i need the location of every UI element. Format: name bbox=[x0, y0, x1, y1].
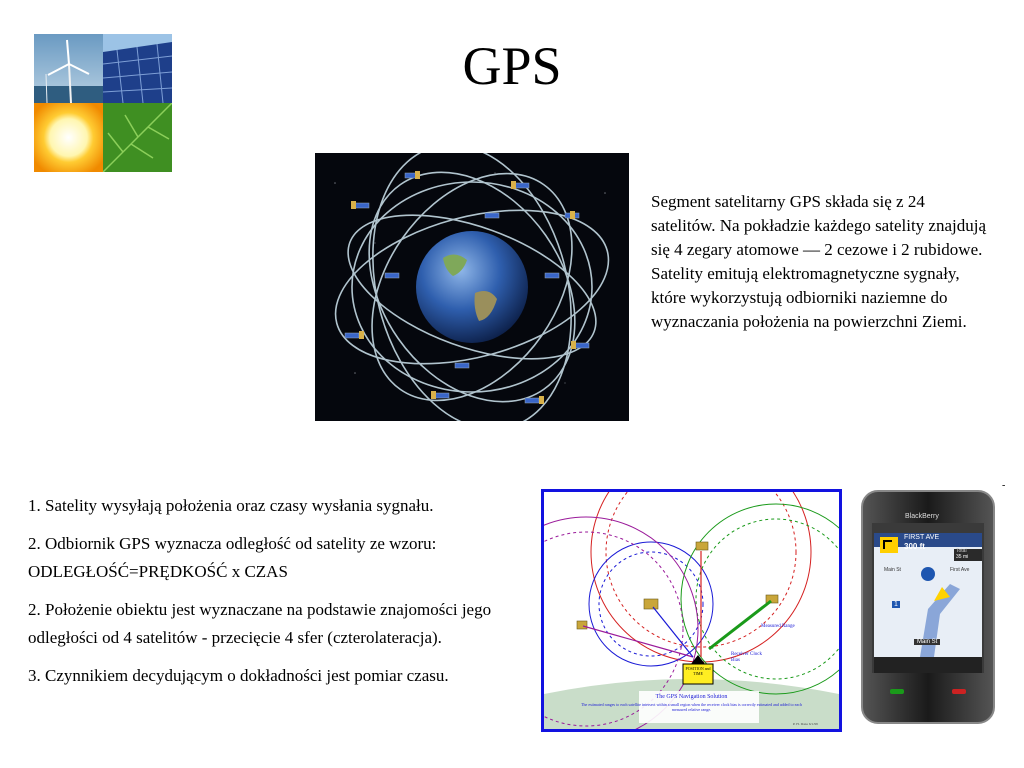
logo-sun-icon bbox=[34, 103, 103, 172]
phone-highway-number: 1 bbox=[894, 601, 898, 608]
phone-distance: 300 ft bbox=[904, 542, 925, 551]
measured-range-label: Measured Range bbox=[761, 624, 795, 629]
logo-leaf-icon bbox=[103, 103, 172, 172]
diagram-credit: P. H. Dana 6/1/98 bbox=[793, 722, 818, 726]
receiver-clock-bias-label: Receiver Clock Bias bbox=[731, 652, 762, 663]
step-4: 3. Czynnikiem decydującym o dokładności jest pomiar czasu. bbox=[28, 666, 449, 685]
step-2 bbox=[28, 530, 528, 586]
phone-turn-distance: 35 mi bbox=[956, 554, 969, 560]
phone-side-street-2: First Ave bbox=[950, 567, 970, 573]
phone-side-street-1: Main St bbox=[884, 567, 901, 573]
phone-brand: BlackBerry bbox=[905, 513, 939, 520]
trailing-mark: - bbox=[1002, 480, 1006, 491]
slide-title: GPS bbox=[462, 36, 562, 96]
diagram-caption-text: The estimated ranges to each satellite intersect within a small region when the receiver clock bias is correctly estimated and added to each measured relative range. bbox=[581, 702, 802, 712]
receiver-box-label: POSITION and TIME bbox=[685, 666, 711, 676]
phone-street-top: FIRST AVE bbox=[904, 534, 940, 541]
satellite-constellation-image bbox=[315, 153, 629, 421]
step-2-formula: ODLEGŁOŚĆ=PRĘDKOŚĆ x CZAS bbox=[28, 562, 288, 581]
gps-navigation-diagram bbox=[541, 489, 842, 732]
phone-total-label: Total bbox=[956, 548, 967, 554]
step-2-line-1: 2. Odbiornik GPS wyznacza odległość od satelity ze wzoru: bbox=[28, 534, 437, 553]
blackberry-phone-image bbox=[860, 489, 996, 725]
diagram-caption-title: The GPS Navigation Solution bbox=[655, 694, 728, 700]
phone-bottom-street: Main St bbox=[914, 639, 940, 645]
gps-segment-description: Segment satelitarny GPS składa się z 24 satelitów. Na pokładzie każdego satelity znajdują się 4 zegary atomowe — 2 cezowe i 2 rubidowe. Satelity emitują elektromagnetyczne sygnały, które wykorzystują odbiorniki naziemne do wyznaczania położenia na powierzchni Ziemi. bbox=[651, 192, 986, 331]
gps-steps-list bbox=[28, 492, 528, 700]
step-1: 1. Satelity wysyłają położenia oraz czasy wysłania sygnału. bbox=[28, 496, 434, 515]
step-3: 2. Położenie obiektu jest wyznaczane na podstawie znajomości jego odległości od 4 satelitów - przecięcie 4 sfer (czterolateracja). bbox=[28, 600, 492, 647]
